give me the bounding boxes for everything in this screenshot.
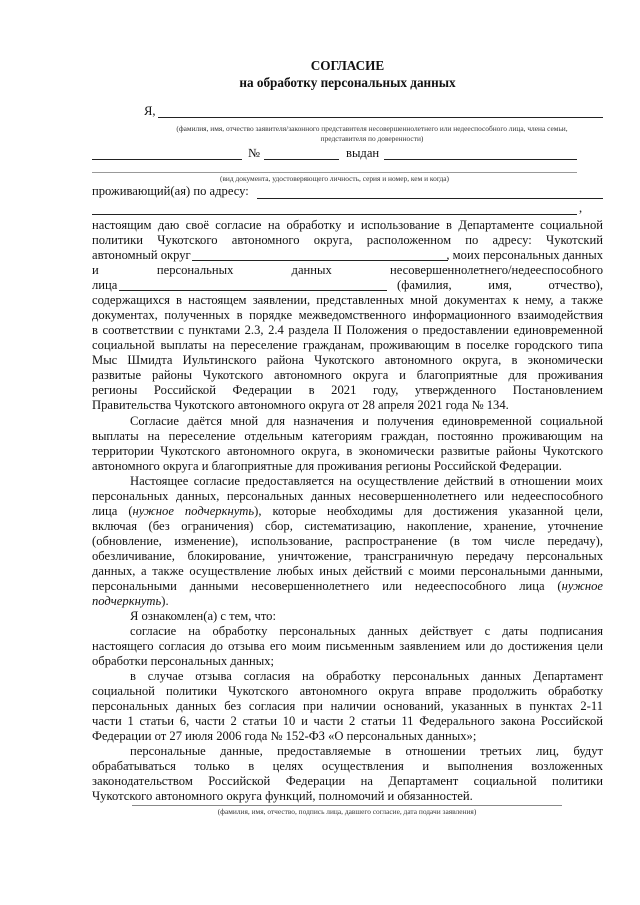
p1-okrug-label: автономный округ (92, 248, 191, 262)
p2-line: автономного округа и благоприятные для проживания регионы Российской Федерации. (92, 459, 562, 473)
minor-fio-field[interactable] (119, 290, 387, 291)
signature-hint: (фамилия, имя, отчество, подпись лица, давшего согласие, дата подачи заявления) (217, 807, 477, 816)
issued-by-field[interactable] (384, 159, 577, 160)
p5-line: согласие на обработку персональных данных действует с даты подписания (130, 624, 603, 638)
p1-line: политики Чукотского автономного округа, расположенном по адресу: Чукотский (92, 233, 603, 247)
p6-line: персональных данных без согласия при наличии оснований, указанных в пунктах 2-11 (92, 699, 603, 713)
p3-line-mixed (92, 504, 603, 519)
p1-line: содержащихся в настоящем заявлении, представленных мной документах к нему, а также (92, 293, 603, 307)
p1-line: Правительства Чукотского автономного округа от 28 апреля 2021 года № 134. (92, 398, 509, 412)
p1-line: в соответствии с пунктами 2.3, 2.4 раздела II Положения о предоставлении единовременной (92, 323, 603, 337)
p3-line: обезличивание, блокирование, уничтожение, трансграничную передачу персональных (92, 549, 603, 563)
p4-line: Я ознакомлен(а) с тем, что: (130, 609, 276, 623)
p1-line: , моих персональных данных (446, 248, 603, 262)
p1-line: регионы Российской Федерации в 2021 году, утвержденного Постановлением (92, 383, 603, 397)
p1-line: развитые районы Чукотского автономного округа и благоприятные для проживания (92, 368, 603, 382)
signature-field[interactable] (132, 805, 562, 806)
p3-line: персональных данных, персональных данных несовершеннолетнего или недееспособного (92, 489, 603, 503)
text: ). (161, 594, 169, 608)
italic-note: нужное подчеркнуть (132, 504, 255, 518)
fio-hint: (фамилия, имя, отчество заявителя/законного представителя несовершеннолетнего или недееспособного лица, члена семьи, (176, 124, 568, 133)
p1-line: Мыс Шмидта Иультинского района Чукотского автономного округа, в экономически (92, 353, 603, 367)
p3-line-mixed (92, 579, 603, 594)
p6-line: Федерации от 27 июля 2006 года № 152-ФЗ «О персональных данных»; (92, 729, 477, 743)
p2-line: Согласие даётся мной для назначения и получения единовременной социальной (130, 414, 603, 428)
text: лица ( (92, 504, 133, 518)
p7-line: законодательством Российской Федерации на Департамент социальной политики (92, 774, 603, 788)
fio-hint-2: представителя по доверенности) (320, 134, 424, 143)
document-subtitle: на обработку персональных данных (239, 75, 456, 90)
p6-line: части 1 статьи 6, части 2 статьи 10 и части 2 статьи 11 Федерального закона Российской (92, 714, 603, 728)
doc-hint: (вид документа, удостоверяющего личность, серия и номер, кем и когда) (219, 174, 449, 183)
address-comma: , (579, 201, 583, 215)
p3-line: включая (без ограничения) сбор, систематизацию, накопление, хранение, уточнение (92, 519, 603, 533)
number-label: № (248, 146, 261, 160)
p3-line: (обновление, изменение), использование, распространение (в том числе передачу), (92, 534, 603, 548)
okrug-address-field[interactable] (192, 260, 448, 261)
doc-number-field[interactable] (264, 159, 339, 160)
address-field-2[interactable] (92, 214, 577, 215)
p6-line: в случае отзыва согласия на обработку персональных данных Департамент (130, 669, 603, 683)
p1-line: настоящим даю своё согласие на обработку и использование в Департаменте социальной (92, 218, 603, 232)
p1-line: (фамилия, имя, отчество), (397, 278, 603, 292)
p3-line-mixed (92, 594, 603, 609)
p7-line: Чукотского автономного округа функций, полномочий и обязанностей. (92, 789, 473, 803)
p3-line: данных, а также осуществление любых иных действий с моими персональными данными, (92, 564, 603, 578)
p1-person-label: лица (92, 278, 118, 292)
p7-line: обрабатываться только в целях осуществления и выполнения возложенных (92, 759, 603, 773)
italic-note: подчеркнуть (92, 594, 162, 608)
fio-field[interactable] (158, 117, 603, 118)
p3-line: Настоящее согласие предоставляется на осуществление действий в отношении моих (130, 474, 603, 488)
p2-line: выплаты на переселение отдельным категориям граждан, постоянно проживающим на (92, 429, 603, 443)
p5-line: обработки персональных данных; (92, 654, 275, 668)
text: персональными данными несовершеннолетнего или недееспособного лица ( (92, 579, 562, 593)
italic-note: нужное (561, 579, 603, 593)
p5-line: настоящего согласия до отзыва его моим письменным заявлением или до достижения цели (92, 639, 603, 653)
address-field[interactable] (257, 198, 603, 199)
document-title: СОГЛАСИЕ (310, 58, 385, 73)
p2-line: территории Чукотского автономного округа, в экономически развитые районы Чукотского (92, 444, 603, 458)
p1-line: социальной выплаты на переселение гражданам, проживающим в поселке городского типа (92, 338, 603, 352)
doc-extra-line[interactable] (92, 172, 577, 173)
p1-line: и персональных данных несовершеннолетнего/недееспособного (92, 263, 603, 277)
i-label: Я, (144, 104, 156, 118)
issued-label: выдан (346, 146, 380, 160)
address-label: проживающий(ая) по адресу: (92, 184, 249, 198)
p1-line: документах, полученных в порядке межведомственного информационного взаимодействия (92, 308, 603, 322)
text: ), которые необходимы для достижения указанной цели, (254, 504, 603, 518)
p7-line: персональные данные, предоставляемые в отношении третьих лиц, будут (130, 744, 603, 758)
doc-type-field[interactable] (92, 159, 242, 160)
p6-line: социальной политики Чукотского автономного округа вправе продолжить обработку (92, 684, 603, 698)
